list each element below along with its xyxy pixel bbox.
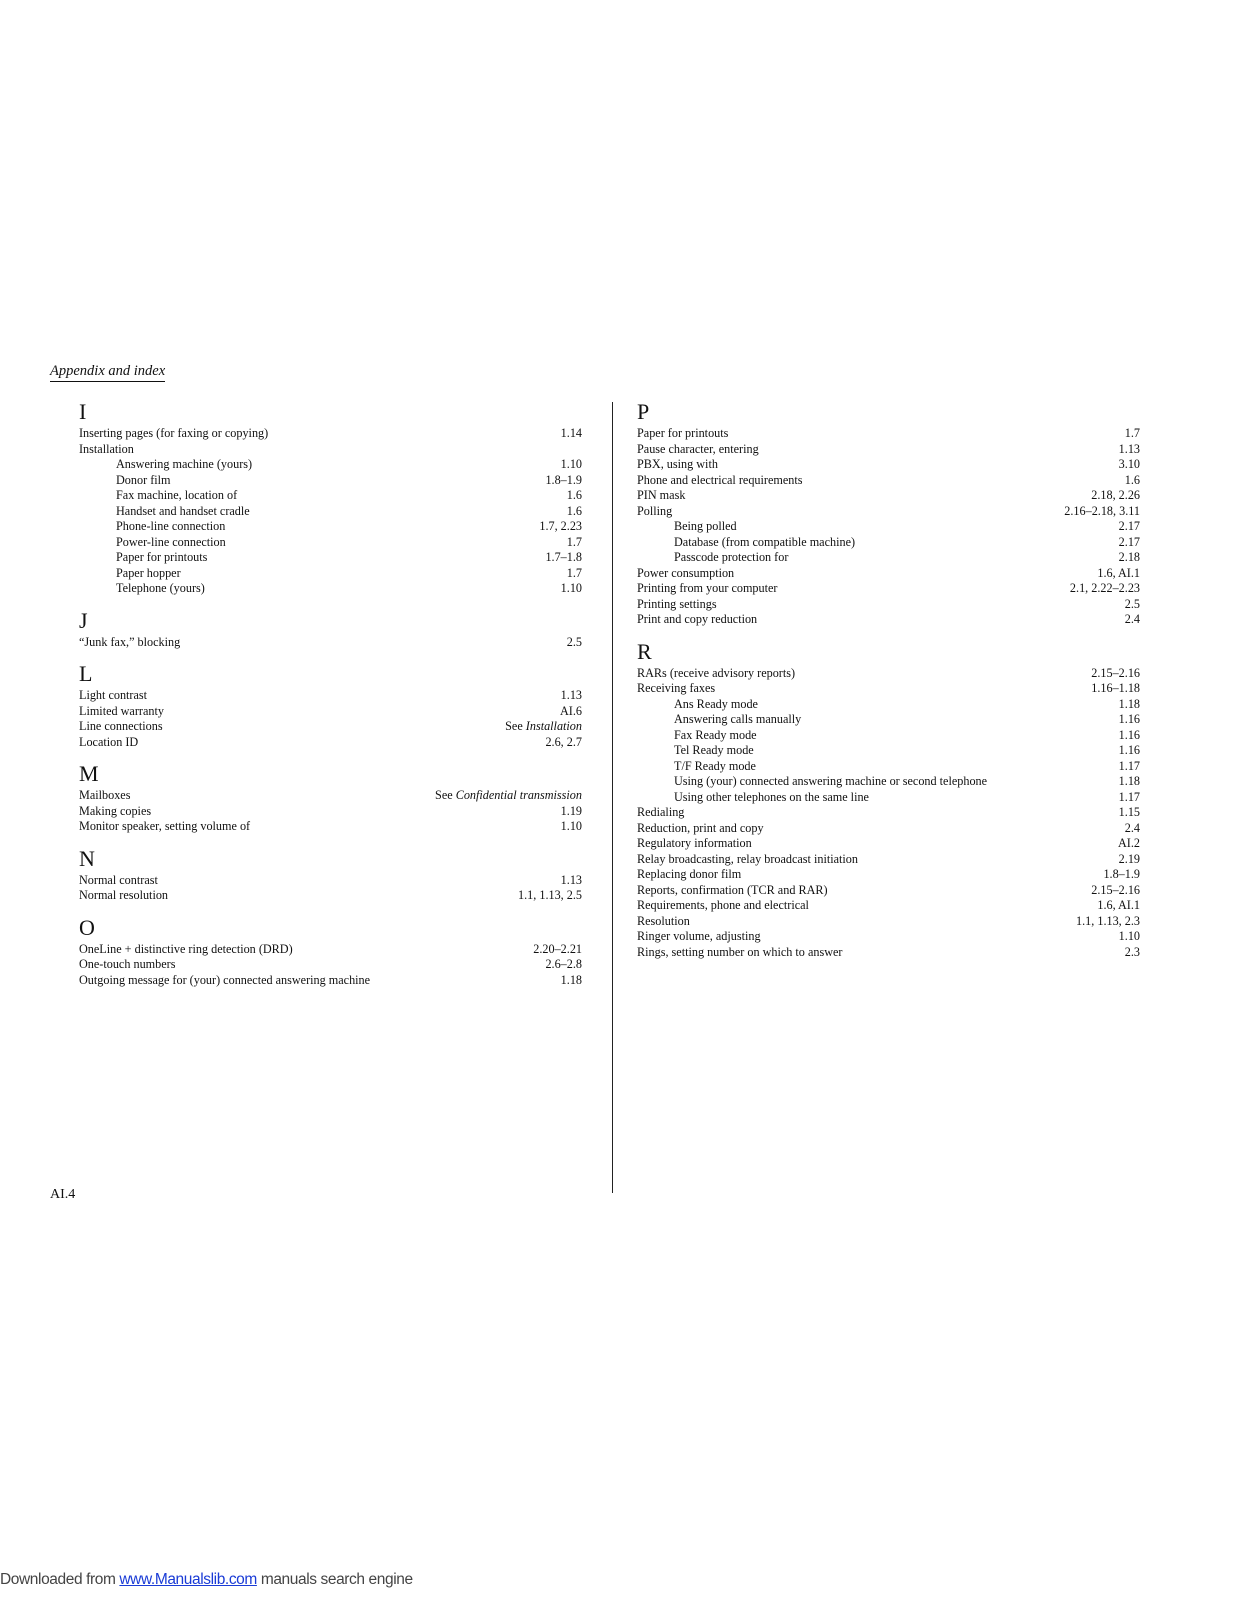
footer-suffix: manuals search engine (256, 1571, 413, 1588)
index-entry (79, 704, 582, 720)
entry-text: Ringer volume, adjusting (637, 929, 761, 943)
entry-page-ref (1125, 473, 1140, 489)
entry-page-ref (1103, 867, 1140, 883)
index-entry (637, 929, 1140, 945)
page-ref-text: 1.18 (560, 972, 582, 987)
page-ref-text: 2.19 (1118, 851, 1140, 866)
page-ref-text: 1.10 (560, 581, 582, 595)
page-ref-text: 2.15–2.16 (1091, 882, 1140, 897)
index-subentry (79, 535, 582, 551)
entry-page-ref (561, 804, 582, 820)
page-ref-text: 1.7–1.8 (545, 550, 582, 564)
entry-text: Print and copy reduction (637, 612, 758, 626)
entry-page-ref (518, 888, 582, 904)
section-letter: I (79, 399, 87, 424)
entry-page-ref (1125, 426, 1140, 442)
index-entry (637, 681, 1140, 697)
entry-text: One-touch numbers (79, 957, 176, 971)
page-ref-text: 1.15 (1118, 805, 1140, 819)
index-entry (79, 888, 582, 904)
entry-page-ref (1119, 929, 1140, 945)
entry-page-ref (1119, 457, 1140, 473)
page-ref-text: 1.6 (1124, 472, 1140, 487)
entry-text: Fax machine, location of (116, 488, 238, 502)
page-number: AI.4 (50, 1187, 76, 1202)
index-entry (79, 442, 582, 458)
page-ref-text: 1.6, AI.1 (1097, 898, 1140, 912)
entry-text: Normal resolution (79, 888, 169, 902)
entry-text: Passcode protection for (674, 550, 789, 564)
entry-page-ref (1119, 519, 1140, 535)
entry-text: Rings, setting number on which to answer (637, 944, 843, 959)
page-ref-text: 3.10 (1118, 457, 1140, 471)
footer-prefix: Downloaded from (0, 1571, 120, 1588)
index-subentry (79, 566, 582, 582)
entry-page-ref (1091, 883, 1140, 899)
page-ref-text: 1.19 (560, 803, 582, 818)
entry-page-ref (1091, 681, 1140, 697)
entry-text: Receiving faxes (637, 681, 716, 695)
entry-text: Resolution (637, 913, 690, 928)
entry-page-ref (561, 457, 582, 473)
entry-text: Paper hopper (116, 565, 181, 580)
entry-page-ref (1091, 666, 1140, 682)
entry-text: Phone and electrical requirements (637, 472, 803, 487)
page-ref-text: 1.16 (1118, 712, 1140, 726)
entry-text: Power-line connection (116, 534, 226, 549)
index-entry (79, 873, 582, 889)
entry-page-ref (567, 635, 582, 651)
index-subentry (637, 759, 1140, 775)
index-entry (79, 804, 582, 820)
entry-text: “Junk fax,” blocking (79, 634, 181, 649)
entry-page-ref (567, 535, 582, 551)
page-ref-text: 2.16–2.18, 3.11 (1064, 503, 1140, 518)
page-ref-text: 2.5 (566, 634, 582, 649)
entry-text: Reduction, print and copy (637, 820, 764, 835)
page-ref-text: 1.18 (1118, 696, 1140, 711)
entry-text: Inserting pages (for faxing or copying) (79, 426, 269, 440)
index-entry (637, 805, 1140, 821)
entry-text: Light contrast (79, 688, 148, 702)
entry-text: Replacing donor film (637, 867, 742, 881)
page-ref-text: 1.14 (560, 426, 582, 440)
page-ref-text: 2.17 (1118, 519, 1140, 533)
entry-text: OneLine + distinctive ring detection (DRD) (79, 941, 293, 956)
index-subentry (637, 743, 1140, 759)
page-ref-text: 1.7, 2.23 (539, 519, 582, 533)
entry-page-ref (545, 957, 582, 973)
index-entry (637, 852, 1140, 868)
index-entry (79, 635, 582, 651)
section-letter: O (79, 914, 95, 940)
index-section-o (79, 914, 582, 989)
entry-text: Installation (79, 441, 134, 456)
page-ref-text: 1.10 (1118, 929, 1140, 943)
entry-page-ref (1097, 566, 1140, 582)
entry-text: Paper for printouts (637, 426, 729, 440)
entry-text: Printing from your computer (637, 581, 778, 595)
entry-page-ref (1119, 774, 1140, 790)
index-entry (637, 581, 1140, 597)
entry-page-ref (567, 504, 582, 520)
page-ref-text: 1.8–1.9 (1103, 867, 1140, 881)
page-ref-text: AI.6 (559, 703, 582, 718)
page-ref-text: 1.17 (1118, 758, 1140, 773)
index-subentry (79, 550, 582, 566)
section-letter: M (79, 761, 99, 786)
entry-page-ref (567, 488, 582, 504)
entry-page-ref (545, 550, 582, 566)
entry-text: PBX, using with (637, 457, 718, 471)
index-subentry (79, 519, 582, 535)
page-ref-text: 2.4 (1124, 820, 1140, 835)
index-entry (637, 836, 1140, 852)
index-subentry (79, 488, 582, 504)
entry-page-ref (1119, 852, 1140, 868)
entry-text: Reports, confirmation (TCR and RAR) (637, 882, 828, 897)
index-subentry (637, 519, 1140, 535)
section-letter: P (637, 399, 650, 424)
page-ref-text: 1.13 (1118, 441, 1140, 456)
entry-text: Polling (637, 503, 673, 518)
entry-page-ref (561, 819, 582, 835)
page-ref-text: 2.5 (1124, 596, 1140, 611)
index-subentry (637, 697, 1140, 713)
index-entry (637, 504, 1140, 520)
entry-text: PIN mask (637, 488, 686, 502)
page-ref-text: 2.6, 2.7 (545, 734, 582, 749)
entry-page-ref (1070, 581, 1140, 597)
index-subentry (637, 774, 1140, 790)
page-ref-text: 2.18, 2.26 (1091, 488, 1140, 502)
page-ref-text: 2.3 (1124, 944, 1140, 959)
entry-page-ref (545, 473, 582, 489)
index-subentry (79, 504, 582, 520)
entry-page-ref (1119, 759, 1140, 775)
entry-page-ref (1119, 550, 1140, 566)
entry-text: Database (from compatible machine) (674, 534, 856, 549)
entry-page-ref (1064, 504, 1140, 520)
entry-text: Answering machine (yours) (116, 457, 253, 471)
entry-text: Tel Ready mode (674, 743, 754, 757)
page-ref-text: See (505, 719, 526, 733)
section-letter: R (637, 638, 652, 664)
entry-page-ref (1119, 805, 1140, 821)
index-subentry (637, 535, 1140, 551)
entry-text: Relay broadcasting, relay broadcast initiation (637, 851, 858, 866)
entry-text: Requirements, phone and electrical (637, 898, 809, 912)
index-section-m (79, 760, 582, 835)
download-footer (0, 1571, 413, 1589)
page-ref-text: 1.16 (1118, 743, 1140, 757)
entry-text: Outgoing message for (your) connected answering machine (79, 972, 371, 987)
entry-page-ref (561, 426, 582, 442)
entry-text: Being polled (674, 519, 737, 533)
page-ref-text: 1.17 (1118, 789, 1140, 804)
entry-text: RARs (receive advisory reports) (637, 665, 796, 680)
index-entry (79, 819, 582, 835)
index-subentry (637, 790, 1140, 806)
page-ref-text: 1.16 (1118, 727, 1140, 742)
index-entry (79, 957, 582, 973)
page-ref-text: 2.1, 2.22–2.23 (1069, 581, 1140, 595)
index-section-p (637, 398, 1140, 628)
page-ref-text: 1.1, 1.13, 2.3 (1076, 913, 1140, 928)
index-entry (79, 735, 582, 751)
page-ref-text: 1.6 (566, 488, 582, 502)
entry-text: Limited warranty (79, 703, 164, 718)
entry-text: Answering calls manually (674, 712, 802, 726)
index-subentry (637, 550, 1140, 566)
index-section-i (79, 398, 582, 597)
index-entry (79, 788, 582, 804)
index-section-j (79, 607, 582, 651)
entry-page-ref (533, 942, 582, 958)
index-entry (637, 488, 1140, 504)
page-ref-text: 2.17 (1118, 534, 1140, 549)
index-subentry (79, 457, 582, 473)
entry-text: Paper for printouts (116, 550, 208, 564)
entry-page-ref (561, 581, 582, 597)
page-ref-text: 1.18 (1118, 774, 1140, 788)
page-ref-text: 2.6–2.8 (545, 957, 582, 971)
index-entry (637, 457, 1140, 473)
index-column-right (637, 398, 1140, 970)
entry-page-ref (1125, 945, 1140, 961)
entry-page-ref (1125, 612, 1140, 628)
entry-text: Pause character, entering (637, 441, 759, 456)
entry-text: Fax Ready mode (674, 727, 757, 742)
section-letter: J (79, 607, 88, 633)
entry-page-ref (1118, 836, 1140, 852)
entry-page-ref (1125, 821, 1140, 837)
index-subentry (79, 581, 582, 597)
index-entry (637, 914, 1140, 930)
section-letter: N (79, 845, 95, 871)
entry-text: Regulatory information (637, 836, 752, 850)
entry-text: Telephone (yours) (116, 581, 205, 595)
page-ref-text: AI.2 (1117, 836, 1140, 850)
index-entry (637, 426, 1140, 442)
index-entry (637, 898, 1140, 914)
entry-page-ref (1097, 898, 1140, 914)
page-ref-text: 2.20–2.21 (533, 941, 582, 956)
page-ref-text: 1.8–1.9 (545, 472, 582, 487)
entry-page-ref (1119, 535, 1140, 551)
entry-page-ref (545, 735, 582, 751)
entry-page-ref (505, 719, 582, 735)
entry-text: Power consumption (637, 565, 735, 580)
entry-text: Using other telephones on the same line (674, 789, 869, 804)
entry-page-ref (1119, 442, 1140, 458)
index-entry (637, 945, 1140, 961)
entry-page-ref (1119, 712, 1140, 728)
page-header-title: Appendix and index (50, 363, 165, 382)
index-entry (637, 612, 1140, 628)
index-entry (637, 566, 1140, 582)
entry-page-ref (1119, 697, 1140, 713)
index-section-n (79, 845, 582, 904)
page-ref-text: 1.13 (560, 688, 582, 702)
entry-text: Phone-line connection (116, 519, 226, 533)
page-ref-text: 1.10 (560, 819, 582, 833)
entry-text: Line connections (79, 719, 163, 733)
index-subentry (79, 473, 582, 489)
page-ref-text: 1.13 (560, 872, 582, 887)
entry-text: Mailboxes (79, 788, 131, 802)
entry-text: Monitor speaker, setting volume of (79, 819, 251, 833)
entry-page-ref (561, 973, 582, 989)
page-ref-italic: Confidential transmission (455, 788, 582, 802)
index-entry (79, 973, 582, 989)
page-ref-text: See (435, 788, 456, 802)
page-ref-text: 1.6 (566, 503, 582, 518)
entry-page-ref (1076, 914, 1140, 930)
entry-page-ref (1125, 597, 1140, 613)
page-ref-text: 2.15–2.16 (1091, 665, 1140, 680)
entry-text: Making copies (79, 803, 152, 818)
column-divider (612, 402, 613, 1193)
index-section-r (637, 638, 1140, 961)
entry-text: Handset and handset cradle (116, 503, 250, 518)
index-entry (637, 473, 1140, 489)
index-section-l (79, 660, 582, 750)
index-entry (79, 688, 582, 704)
index-entry (637, 867, 1140, 883)
index-entry (637, 597, 1140, 613)
entry-page-ref (561, 688, 582, 704)
entry-page-ref (560, 704, 582, 720)
page-ref-text: 1.7 (566, 565, 582, 580)
index-entry (79, 426, 582, 442)
page-ref-italic: Installation (525, 719, 582, 733)
entry-text: Normal contrast (79, 872, 158, 887)
entry-page-ref (539, 519, 582, 535)
page-ref-text: 2.18 (1118, 550, 1140, 564)
index-column-left (79, 398, 582, 998)
entry-page-ref (1119, 790, 1140, 806)
entry-text: Redialing (637, 805, 685, 819)
page-ref-text: 1.16–1.18 (1091, 681, 1140, 695)
index-entry (79, 942, 582, 958)
page-ref-text: 1.7 (566, 534, 582, 549)
page-ref-text: 1.1, 1.13, 2.5 (518, 888, 582, 902)
entry-text: T/F Ready mode (674, 758, 756, 773)
index-entry (637, 821, 1140, 837)
page-ref-text: 1.10 (560, 457, 582, 471)
index-subentry (637, 712, 1140, 728)
index-entry (637, 442, 1140, 458)
entry-text: Using (your) connected answering machine or second telephone (674, 774, 988, 788)
entry-page-ref (567, 566, 582, 582)
index-entry (79, 719, 582, 735)
entry-text: Location ID (79, 734, 139, 749)
index-entry (637, 883, 1140, 899)
section-letter: L (79, 661, 93, 686)
entry-page-ref (1119, 728, 1140, 744)
entry-text: Ans Ready mode (674, 696, 758, 711)
page-ref-text: 1.7 (1124, 426, 1140, 440)
entry-page-ref (561, 873, 582, 889)
index-entry (637, 666, 1140, 682)
entry-page-ref (1119, 743, 1140, 759)
manualslib-link[interactable]: www.Manualslib.com (119, 1571, 257, 1588)
index-subentry (637, 728, 1140, 744)
entry-page-ref (1091, 488, 1140, 504)
entry-text: Donor film (116, 472, 171, 487)
page-ref-text: 1.6, AI.1 (1097, 565, 1140, 580)
page-ref-text: 2.4 (1124, 612, 1140, 626)
entry-text: Printing settings (637, 596, 717, 611)
entry-page-ref (435, 788, 582, 804)
